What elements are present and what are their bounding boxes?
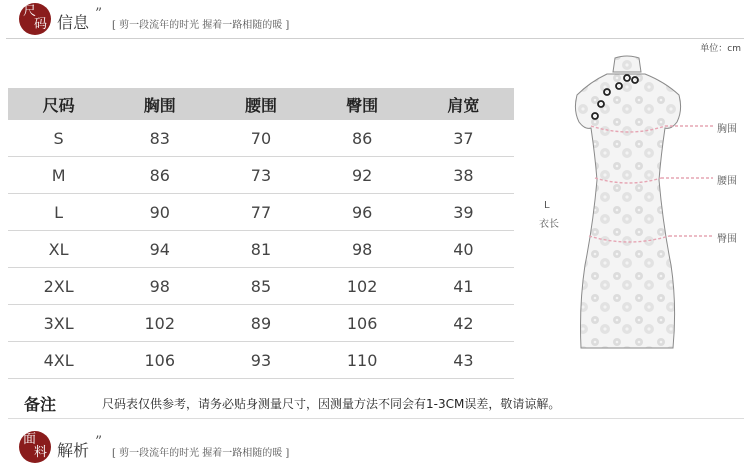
quote-mark: ” [95, 434, 103, 450]
cell-chest: 83 [109, 120, 210, 157]
cell-hip: 92 [312, 157, 413, 194]
table-row [8, 120, 514, 157]
cell-size: XL [8, 231, 109, 268]
cell-waist: 77 [210, 194, 311, 231]
seal-char-1: 尺 [23, 4, 37, 19]
cell-chest: 102 [109, 305, 210, 342]
cell-size: 3XL [8, 305, 109, 342]
section-header-size-info [0, 0, 750, 40]
cell-shoulder: 40 [413, 231, 514, 268]
cell-waist: 81 [210, 231, 311, 268]
section-seal-icon [19, 431, 51, 463]
cell-shoulder: 41 [413, 268, 514, 305]
table-row [8, 157, 514, 194]
cell-hip: 98 [312, 231, 413, 268]
cell-size: 4XL [8, 342, 109, 379]
header-cell-size: 尺码 [8, 88, 109, 120]
cell-chest: 98 [109, 268, 210, 305]
note-divider [8, 418, 744, 419]
table-row [8, 231, 514, 268]
cell-waist: 73 [210, 157, 311, 194]
table-header-row [8, 88, 514, 120]
cell-hip: 86 [312, 120, 413, 157]
cell-chest: 86 [109, 157, 210, 194]
section-title: 信息 [57, 13, 90, 32]
size-chart-table [8, 88, 514, 379]
cell-hip: 96 [312, 194, 413, 231]
table-row [8, 305, 514, 342]
header-divider [6, 38, 744, 39]
seal-char-2: 料 [34, 445, 48, 460]
cell-waist: 70 [210, 120, 311, 157]
cell-shoulder: 42 [413, 305, 514, 342]
table-row [8, 342, 514, 379]
quote-mark: ” [95, 6, 103, 22]
label-waist: 腰围 [717, 176, 737, 187]
cell-waist: 89 [210, 305, 311, 342]
section-slogan: [ 剪一段流年的时光 握着一路相随的暖 ] [112, 20, 290, 31]
header-cell-shoulder: 肩宽 [413, 88, 514, 120]
cell-shoulder: 38 [413, 157, 514, 194]
dress-measurement-diagram [539, 50, 750, 370]
unit-label: 单位：cm [700, 44, 741, 54]
cell-waist: 93 [210, 342, 311, 379]
cell-chest: 106 [109, 342, 210, 379]
section-title: 解析 [57, 441, 90, 460]
cell-hip: 110 [312, 342, 413, 379]
cell-chest: 90 [109, 194, 210, 231]
cell-size: L [8, 194, 109, 231]
seal-char-1: 面 [23, 432, 37, 447]
note-text: 尺码表仅供参考，请务必贴身测量尺寸，因测量方法不同会有1-3CM误差，敬请谅解。 [102, 397, 561, 411]
header-cell-chest: 胸围 [109, 88, 210, 120]
cell-chest: 94 [109, 231, 210, 268]
seal-char-2: 码 [34, 17, 48, 32]
section-header-fabric [0, 428, 750, 468]
label-chest: 胸围 [717, 124, 737, 135]
qipao-dress-illustration [545, 50, 750, 370]
label-hip: 臀围 [717, 234, 737, 245]
cell-hip: 106 [312, 305, 413, 342]
cell-size: 2XL [8, 268, 109, 305]
label-length-letter: L [544, 200, 550, 211]
cell-shoulder: 39 [413, 194, 514, 231]
cell-shoulder: 43 [413, 342, 514, 379]
cell-waist: 85 [210, 268, 311, 305]
label-length: 衣长 [539, 219, 559, 230]
table-row [8, 194, 514, 231]
section-slogan: [ 剪一段流年的时光 握着一路相随的暖 ] [112, 448, 290, 459]
note-label: 备注 [24, 395, 57, 414]
table-row [8, 268, 514, 305]
cell-size: S [8, 120, 109, 157]
cell-hip: 102 [312, 268, 413, 305]
section-seal-icon [19, 3, 51, 35]
cell-size: M [8, 157, 109, 194]
header-cell-hip: 臀围 [312, 88, 413, 120]
cell-shoulder: 37 [413, 120, 514, 157]
header-cell-waist: 腰围 [210, 88, 311, 120]
